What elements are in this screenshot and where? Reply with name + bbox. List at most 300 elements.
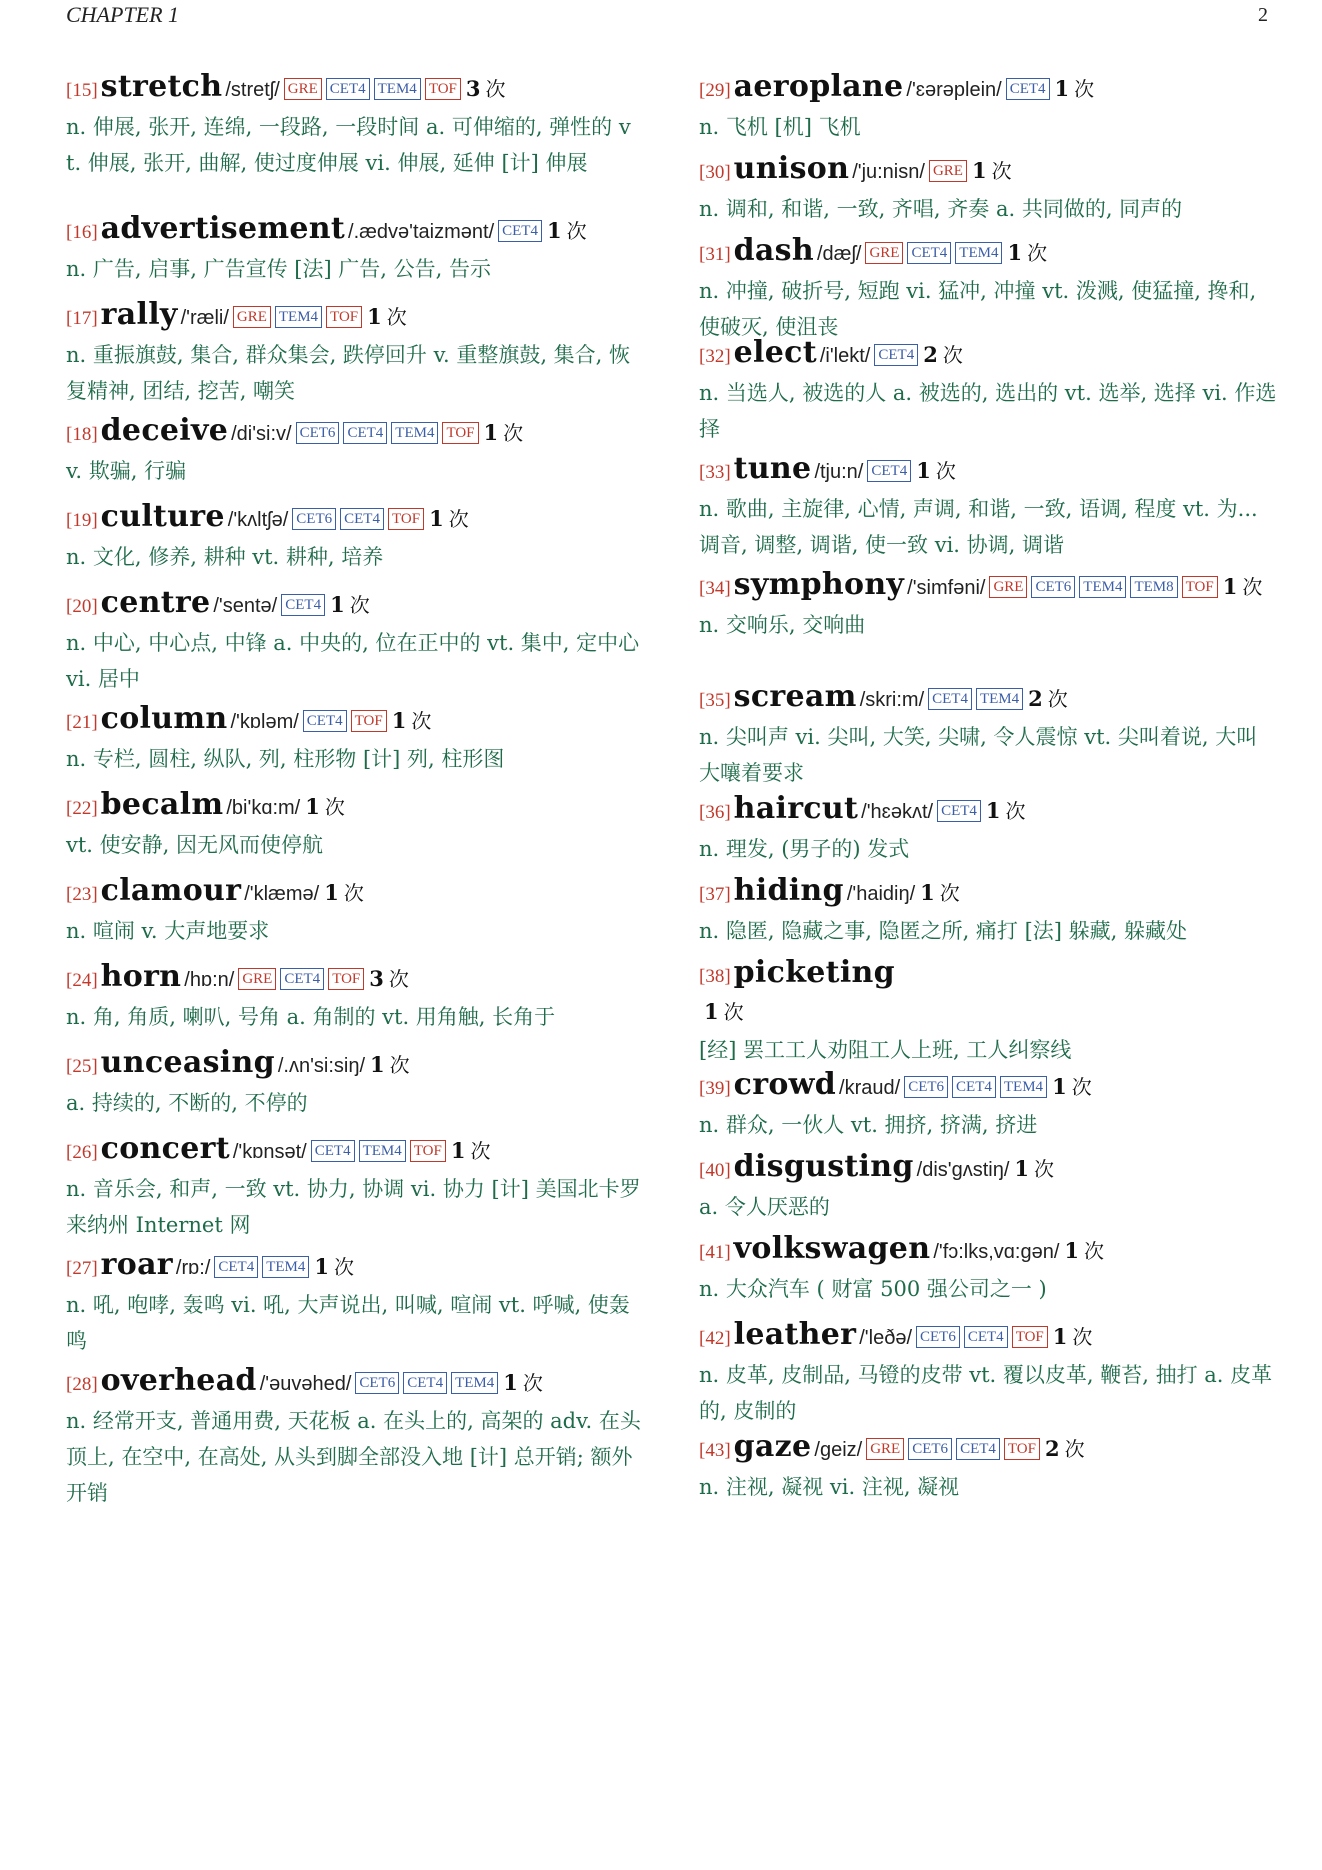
frequency-unit: 次 bbox=[723, 1002, 744, 1024]
frequency-number: 1 bbox=[314, 1254, 330, 1279]
frequency-number: 1 bbox=[391, 708, 407, 733]
definition: n. 尖叫声 vi. 尖叫, 大笑, 尖啸, 令人震惊 vt. 尖叫着说, 大叫大嚷着要求 bbox=[699, 725, 1258, 785]
frequency-number: 1 bbox=[450, 1138, 466, 1163]
definition: n. 隐匿, 隐藏之事, 隐匿之所, 痛打 [法] 躲藏, 躲藏处 bbox=[699, 919, 1188, 943]
word-entry bbox=[699, 1430, 1277, 1505]
entry-index: [17] bbox=[66, 308, 98, 329]
headword: scream bbox=[733, 679, 857, 714]
word-entry bbox=[66, 298, 644, 409]
definition: n. 伸展, 张开, 连绵, 一段路, 一段时间 a. 可伸缩的, 弹性的 vt. 伸展, 张开, 曲解, 使过度伸展 vi. 伸展, 延伸 [计] 伸展 bbox=[66, 115, 631, 175]
entry-index: [31] bbox=[699, 244, 731, 265]
exam-tag: TOF bbox=[1012, 1326, 1048, 1348]
pronunciation: /'əuvəhed/ bbox=[259, 1373, 352, 1395]
frequency-count bbox=[1044, 1436, 1085, 1461]
exam-tag: CET4 bbox=[343, 422, 387, 444]
exam-tag: GRE bbox=[989, 576, 1027, 598]
entry-index: [35] bbox=[699, 690, 731, 711]
frequency-count bbox=[369, 966, 409, 991]
definition: n. 专栏, 圆柱, 纵队, 列, 柱形物 [计] 列, 柱形图 bbox=[66, 747, 505, 771]
exam-tag: GRE bbox=[929, 160, 967, 182]
headword: overhead bbox=[100, 1363, 257, 1398]
headword: leather bbox=[733, 1317, 857, 1352]
frequency-count bbox=[1007, 240, 1048, 265]
entry-index: [29] bbox=[699, 80, 731, 101]
word-entry bbox=[66, 70, 644, 181]
frequency-count bbox=[370, 1052, 410, 1077]
word-entry bbox=[699, 1150, 1277, 1225]
frequency-count bbox=[1054, 76, 1095, 101]
headword: roar bbox=[100, 1247, 173, 1282]
pronunciation: /stretʃ/ bbox=[225, 79, 280, 101]
word-entry bbox=[66, 702, 644, 777]
word-entry bbox=[66, 1132, 644, 1243]
entry-headline bbox=[699, 1318, 1277, 1357]
entry-index: [32] bbox=[699, 346, 731, 367]
exam-tag: CET4 bbox=[280, 968, 324, 990]
frequency-number: 1 bbox=[330, 592, 345, 617]
exam-tag: TEM4 bbox=[391, 422, 438, 444]
definition: n. 吼, 咆哮, 轰鸣 vi. 吼, 大声说出, 叫喊, 喧闹 vt. 呼喊, 使轰鸣 bbox=[66, 1293, 630, 1353]
word-entry bbox=[66, 1248, 644, 1359]
frequency-number: 3 bbox=[465, 76, 481, 101]
frequency-number: 1 bbox=[483, 420, 499, 445]
exam-tag: CET4 bbox=[964, 1326, 1008, 1348]
entry-index: [40] bbox=[699, 1160, 731, 1181]
entry-headline bbox=[66, 788, 644, 827]
headword: centre bbox=[100, 585, 211, 620]
definition: n. 飞机 [机] 飞机 bbox=[699, 115, 861, 139]
exam-tag: CET4 bbox=[867, 460, 911, 482]
definition: n. 皮革, 皮制品, 马镫的皮带 vt. 覆以皮革, 鞭苔, 抽打 a. 皮革的, 皮制的 bbox=[699, 1363, 1273, 1423]
entry-index: [39] bbox=[699, 1078, 731, 1099]
entry-index: [42] bbox=[699, 1328, 731, 1349]
exam-tag: TOF bbox=[1182, 576, 1218, 598]
word-entry bbox=[699, 70, 1277, 145]
exam-tag: TEM4 bbox=[955, 242, 1002, 264]
frequency-number: 2 bbox=[1028, 686, 1043, 711]
definition: n. 喧闹 v. 大声地要求 bbox=[66, 919, 270, 943]
exam-tag: TOF bbox=[410, 1140, 446, 1162]
exam-tag: TOF bbox=[326, 306, 362, 328]
frequency-unit: 次 bbox=[470, 1141, 491, 1163]
page-number: 2 bbox=[1258, 4, 1268, 26]
frequency-unit: 次 bbox=[942, 345, 963, 367]
exam-tag: TOF bbox=[351, 710, 387, 732]
frequency-unit: 次 bbox=[1047, 689, 1068, 711]
frequency-number: 1 bbox=[1064, 1238, 1080, 1263]
word-entry bbox=[699, 792, 1277, 867]
exam-tag: GRE bbox=[866, 1438, 904, 1460]
pronunciation: /di'si:v/ bbox=[231, 423, 292, 445]
frequency-number: 1 bbox=[546, 218, 562, 243]
entry-index: [19] bbox=[66, 510, 98, 531]
frequency-unit: 次 bbox=[566, 221, 587, 243]
frequency-count bbox=[1028, 686, 1068, 711]
definition: vt. 使安静, 因无风而使停航 bbox=[66, 833, 324, 857]
frequency-unit: 次 bbox=[1242, 577, 1263, 599]
frequency-number: 1 bbox=[1052, 1324, 1068, 1349]
entry-index: [26] bbox=[66, 1142, 98, 1163]
definition: n. 交响乐, 交响曲 bbox=[699, 613, 866, 637]
exam-tag: CET6 bbox=[908, 1438, 952, 1460]
definition: a. 令人厌恶的 bbox=[699, 1195, 830, 1219]
pronunciation: /bi'kɑ:m/ bbox=[226, 797, 301, 819]
frequency-number: 1 bbox=[916, 458, 931, 483]
frequency-unit: 次 bbox=[503, 423, 524, 445]
headword: gaze bbox=[733, 1429, 812, 1464]
definition: a. 持续的, 不断的, 不停的 bbox=[66, 1091, 308, 1115]
entry-index: [34] bbox=[699, 578, 731, 599]
entry-headline bbox=[699, 70, 1277, 109]
headword: tune bbox=[733, 451, 812, 486]
exam-tag: TEM4 bbox=[359, 1140, 406, 1162]
exam-tag: CET4 bbox=[956, 1438, 1000, 1460]
headword: disgusting bbox=[733, 1149, 914, 1184]
exam-tag: GRE bbox=[233, 306, 271, 328]
frequency-number: 1 bbox=[324, 880, 339, 905]
word-entry bbox=[66, 414, 644, 489]
pronunciation: /hɒ:n/ bbox=[184, 969, 235, 991]
entry-index: [27] bbox=[66, 1258, 98, 1279]
entry-headline bbox=[66, 500, 644, 539]
headword: haircut bbox=[733, 791, 859, 826]
exam-tag: CET6 bbox=[1031, 576, 1075, 598]
exam-tag: CET6 bbox=[296, 422, 340, 444]
entry-headline bbox=[66, 586, 644, 625]
definition: n. 注视, 凝视 vi. 注视, 凝视 bbox=[699, 1475, 960, 1499]
headword: advertisement bbox=[100, 211, 346, 246]
pronunciation: /'fɔ:lks,vɑ:gən/ bbox=[933, 1241, 1060, 1263]
frequency-count bbox=[391, 708, 432, 733]
frequency-count bbox=[483, 420, 524, 445]
entry-index: [43] bbox=[699, 1440, 731, 1461]
pronunciation: /'hɛəkʌt/ bbox=[861, 801, 934, 823]
frequency-unit: 次 bbox=[939, 883, 960, 905]
headword: concert bbox=[100, 1131, 230, 1166]
word-entry bbox=[66, 1046, 644, 1121]
entry-headline bbox=[66, 1364, 644, 1403]
headword: rally bbox=[100, 297, 178, 332]
exam-tag: CET4 bbox=[303, 710, 347, 732]
word-entry bbox=[66, 788, 644, 863]
exam-tag: TEM4 bbox=[1000, 1076, 1047, 1098]
frequency-count bbox=[1052, 1324, 1093, 1349]
entry-headline bbox=[66, 414, 644, 453]
exam-tag: CET4 bbox=[281, 594, 325, 616]
word-entry bbox=[699, 234, 1277, 345]
entry-headline bbox=[66, 212, 644, 251]
entry-index: [22] bbox=[66, 798, 98, 819]
pronunciation: /'kɒləm/ bbox=[230, 711, 299, 733]
frequency-count bbox=[704, 999, 744, 1024]
frequency-count bbox=[923, 342, 963, 367]
exam-tag: CET6 bbox=[904, 1076, 948, 1098]
entry-index: [23] bbox=[66, 884, 98, 905]
definition: n. 广告, 启事, 广告宣传 [法] 广告, 公告, 告示 bbox=[66, 257, 492, 281]
entry-headline bbox=[699, 152, 1277, 191]
exam-tag: TOF bbox=[388, 508, 424, 530]
frequency-number: 1 bbox=[367, 304, 382, 329]
frequency-unit: 次 bbox=[388, 969, 409, 991]
frequency-count bbox=[971, 158, 1012, 183]
headword: unceasing bbox=[100, 1045, 275, 1080]
definition: n. 理发, (男子的) 发式 bbox=[699, 837, 910, 861]
frequency-number: 1 bbox=[1007, 240, 1023, 265]
frequency-unit: 次 bbox=[334, 1257, 355, 1279]
exam-tag: TOF bbox=[1004, 1438, 1040, 1460]
frequency-unit: 次 bbox=[991, 161, 1012, 183]
headword: unison bbox=[733, 151, 850, 186]
pronunciation: /'haidiŋ/ bbox=[846, 883, 916, 905]
pronunciation: /i'lekt/ bbox=[819, 345, 871, 367]
exam-tag: CET4 bbox=[1006, 78, 1050, 100]
definition: n. 角, 角质, 喇叭, 号角 a. 角制的 vt. 用角触, 长角于 bbox=[66, 1005, 556, 1029]
frequency-number: 1 bbox=[429, 506, 444, 531]
pronunciation: /geiz/ bbox=[814, 1439, 863, 1461]
entry-headline bbox=[699, 1150, 1277, 1189]
definition: n. 当选人, 被选的人 a. 被选的, 选出的 vt. 选举, 选择 vi. 作选择 bbox=[699, 381, 1277, 441]
entry-headline bbox=[699, 234, 1277, 273]
frequency-number: 1 bbox=[1052, 1074, 1067, 1099]
pronunciation: /'klæmə/ bbox=[244, 883, 320, 905]
frequency-count bbox=[314, 1254, 355, 1279]
entry-index: [36] bbox=[699, 802, 731, 823]
frequency-unit: 次 bbox=[386, 307, 407, 329]
headword: aeroplane bbox=[733, 69, 904, 104]
pronunciation: /rɒ:/ bbox=[175, 1257, 211, 1279]
definition: [经] 罢工工人劝阻工人上班, 工人纠察线 bbox=[699, 1038, 1072, 1062]
chapter-title: CHAPTER 1 bbox=[66, 2, 180, 27]
frequency-unit: 次 bbox=[1064, 1439, 1085, 1461]
pronunciation: /'sentə/ bbox=[213, 595, 278, 617]
word-entry bbox=[699, 1232, 1277, 1307]
pronunciation: /skri:m/ bbox=[859, 689, 925, 711]
frequency-count bbox=[503, 1370, 543, 1395]
pronunciation: /'kɒnsət/ bbox=[232, 1141, 307, 1163]
entry-headline bbox=[66, 960, 644, 999]
word-entry bbox=[66, 212, 644, 287]
entry-index: [33] bbox=[699, 462, 731, 483]
word-entry bbox=[699, 874, 1277, 949]
exam-tag: CET4 bbox=[214, 1256, 258, 1278]
exam-tag: TOF bbox=[425, 78, 461, 100]
definition: n. 调和, 和谐, 一致, 齐唱, 齐奏 a. 共同做的, 同声的 bbox=[699, 197, 1183, 221]
exam-tag: TEM8 bbox=[1130, 576, 1177, 598]
pronunciation: /tju:n/ bbox=[814, 461, 864, 483]
exam-tag: TEM4 bbox=[262, 1256, 309, 1278]
definition: n. 文化, 修养, 耕种 vt. 耕种, 培养 bbox=[66, 545, 384, 569]
frequency-count bbox=[916, 458, 956, 483]
word-entry bbox=[699, 452, 1277, 563]
frequency-count bbox=[367, 304, 407, 329]
frequency-number: 3 bbox=[369, 966, 384, 991]
exam-tag: TEM4 bbox=[275, 306, 322, 328]
frequency-unit: 次 bbox=[324, 797, 345, 819]
frequency-count bbox=[465, 76, 506, 101]
headword: elect bbox=[733, 335, 817, 370]
entry-headline bbox=[699, 568, 1277, 607]
headword: clamour bbox=[100, 873, 242, 908]
headword: deceive bbox=[100, 413, 229, 448]
headword: culture bbox=[100, 499, 225, 534]
exam-tag: TEM4 bbox=[1079, 576, 1126, 598]
entry-headline bbox=[66, 1132, 644, 1171]
frequency-unit: 次 bbox=[1034, 1159, 1055, 1181]
frequency-number: 1 bbox=[1014, 1156, 1030, 1181]
frequency-unit: 次 bbox=[522, 1373, 543, 1395]
entry-index: [37] bbox=[699, 884, 731, 905]
pronunciation: /.ædvə'taizmənt/ bbox=[348, 221, 495, 243]
exam-tag: CET4 bbox=[311, 1140, 355, 1162]
definition: n. 群众, 一伙人 vt. 拥挤, 挤满, 挤进 bbox=[699, 1113, 1038, 1137]
frequency-unit: 次 bbox=[1027, 243, 1048, 265]
pronunciation: /dæʃ/ bbox=[816, 243, 862, 265]
entry-index: [15] bbox=[66, 80, 98, 101]
pronunciation: /'simfəni/ bbox=[907, 577, 986, 599]
exam-tag: GRE bbox=[865, 242, 903, 264]
word-entry bbox=[699, 568, 1277, 643]
page-header bbox=[66, 2, 1268, 28]
headword: horn bbox=[100, 959, 182, 994]
frequency-number: 1 bbox=[503, 1370, 518, 1395]
exam-tag: CET4 bbox=[403, 1372, 447, 1394]
frequency-number: 1 bbox=[985, 798, 1001, 823]
word-entry bbox=[66, 586, 644, 697]
headword: dash bbox=[733, 233, 814, 268]
entry-index: [20] bbox=[66, 596, 98, 617]
entry-index: [25] bbox=[66, 1056, 98, 1077]
entry-headline bbox=[66, 1046, 644, 1085]
frequency-count bbox=[305, 794, 345, 819]
headword: crowd bbox=[733, 1067, 837, 1102]
headword: column bbox=[100, 701, 228, 736]
headword: hiding bbox=[733, 873, 844, 908]
exam-tag: CET4 bbox=[937, 800, 981, 822]
exam-tag: CET4 bbox=[907, 242, 951, 264]
word-entry bbox=[699, 1068, 1277, 1143]
frequency-count bbox=[1222, 574, 1263, 599]
pronunciation: /kraud/ bbox=[839, 1077, 901, 1099]
definition: n. 大众汽车 ( 财富 500 强公司之一 ) bbox=[699, 1277, 1047, 1301]
frequency-count bbox=[1014, 1156, 1055, 1181]
exam-tag: TOF bbox=[328, 968, 364, 990]
word-entry bbox=[699, 956, 1277, 1068]
exam-tag: TEM4 bbox=[374, 78, 421, 100]
pronunciation: /.ʌn'si:siŋ/ bbox=[277, 1055, 366, 1077]
exam-tag: TOF bbox=[442, 422, 478, 444]
word-entry bbox=[66, 960, 644, 1035]
pronunciation: /'ɛərəplein/ bbox=[906, 79, 1002, 101]
frequency-unit: 次 bbox=[448, 509, 469, 531]
frequency-count bbox=[985, 798, 1026, 823]
frequency-number: 1 bbox=[1054, 76, 1070, 101]
exam-tag: CET4 bbox=[340, 508, 384, 530]
word-entry bbox=[699, 680, 1277, 791]
frequency-number: 1 bbox=[1222, 574, 1238, 599]
pronunciation: /'leðə/ bbox=[859, 1327, 912, 1349]
headword: symphony bbox=[733, 567, 905, 602]
definition: n. 歌曲, 主旋律, 心情, 声调, 和谐, 一致, 语调, 程度 vt. 为... 调音, 调整, 调谐, 使一致 vi. 协调, 调谐 bbox=[699, 497, 1258, 557]
entry-index: [41] bbox=[699, 1242, 731, 1263]
entry-index: [30] bbox=[699, 162, 731, 183]
exam-tag: CET4 bbox=[928, 688, 972, 710]
word-entry bbox=[699, 336, 1277, 447]
frequency-count bbox=[450, 1138, 491, 1163]
frequency-unit: 次 bbox=[1074, 79, 1095, 101]
frequency-number: 2 bbox=[923, 342, 938, 367]
entry-headline bbox=[699, 452, 1277, 491]
entry-headline bbox=[699, 956, 1277, 1032]
frequency-count bbox=[1064, 1238, 1105, 1263]
pronunciation: /'kʌltʃə/ bbox=[227, 509, 289, 531]
definition: n. 中心, 中心点, 中锋 a. 中央的, 位在正中的 vt. 集中, 定中心 vi. 居中 bbox=[66, 631, 640, 691]
definition: n. 经常开支, 普通用费, 天花板 a. 在头上的, 高架的 adv. 在头顶上, 在空中, 在高处, 从头到脚全部没入地 [计] 总开销; 额外开销 bbox=[66, 1409, 641, 1505]
frequency-count bbox=[324, 880, 364, 905]
headword: picketing bbox=[733, 955, 895, 990]
exam-tag: GRE bbox=[284, 78, 322, 100]
entry-headline bbox=[699, 792, 1277, 831]
exam-tag: TEM4 bbox=[451, 1372, 498, 1394]
frequency-unit: 次 bbox=[485, 79, 506, 101]
frequency-unit: 次 bbox=[1084, 1241, 1105, 1263]
entry-headline bbox=[699, 1068, 1277, 1107]
word-entry bbox=[66, 1364, 644, 1511]
frequency-count bbox=[330, 592, 370, 617]
definition: n. 音乐会, 和声, 一致 vt. 协力, 协调 vi. 协力 [计] 美国北卡罗来纳州 Internet 网 bbox=[66, 1177, 641, 1237]
word-entry bbox=[66, 874, 644, 949]
frequency-unit: 次 bbox=[349, 595, 370, 617]
frequency-unit: 次 bbox=[1005, 801, 1026, 823]
frequency-count bbox=[546, 218, 587, 243]
exam-tag: CET6 bbox=[916, 1326, 960, 1348]
frequency-count bbox=[1052, 1074, 1092, 1099]
entry-headline bbox=[699, 1430, 1277, 1469]
entry-index: [16] bbox=[66, 222, 98, 243]
frequency-unit: 次 bbox=[389, 1055, 410, 1077]
definition: n. 重振旗鼓, 集合, 群众集会, 跌停回升 v. 重整旗鼓, 集合, 恢复精神, 团结, 挖苦, 嘲笑 bbox=[66, 343, 631, 403]
exam-tag: CET6 bbox=[355, 1372, 399, 1394]
entry-index: [24] bbox=[66, 970, 98, 991]
entry-headline bbox=[66, 298, 644, 337]
entry-headline bbox=[66, 702, 644, 741]
definition: n. 冲撞, 破折号, 短跑 vi. 猛冲, 冲撞 vt. 泼溅, 使猛撞, 搀和, 使破灭, 使沮丧 bbox=[699, 279, 1257, 339]
frequency-number: 1 bbox=[305, 794, 320, 819]
entry-index: [28] bbox=[66, 1374, 98, 1395]
entry-headline bbox=[699, 680, 1277, 719]
entry-headline bbox=[66, 874, 644, 913]
exam-tag: CET4 bbox=[498, 220, 542, 242]
headword: volkswagen bbox=[733, 1231, 931, 1266]
frequency-unit: 次 bbox=[935, 461, 956, 483]
definition: v. 欺骗, 行骗 bbox=[66, 459, 187, 483]
entry-index: [18] bbox=[66, 424, 98, 445]
frequency-unit: 次 bbox=[1071, 1077, 1092, 1099]
headword: becalm bbox=[100, 787, 224, 822]
word-entry bbox=[699, 1318, 1277, 1429]
entry-headline bbox=[699, 336, 1277, 375]
frequency-number: 1 bbox=[971, 158, 987, 183]
entry-headline bbox=[66, 1248, 644, 1287]
frequency-number: 1 bbox=[920, 880, 935, 905]
frequency-count bbox=[920, 880, 960, 905]
frequency-number: 2 bbox=[1044, 1436, 1060, 1461]
entry-index: [21] bbox=[66, 712, 98, 733]
pronunciation: /'ræli/ bbox=[180, 307, 229, 329]
frequency-unit: 次 bbox=[411, 711, 432, 733]
exam-tag: GRE bbox=[238, 968, 276, 990]
exam-tag: CET4 bbox=[326, 78, 370, 100]
exam-tag: TEM4 bbox=[976, 688, 1023, 710]
